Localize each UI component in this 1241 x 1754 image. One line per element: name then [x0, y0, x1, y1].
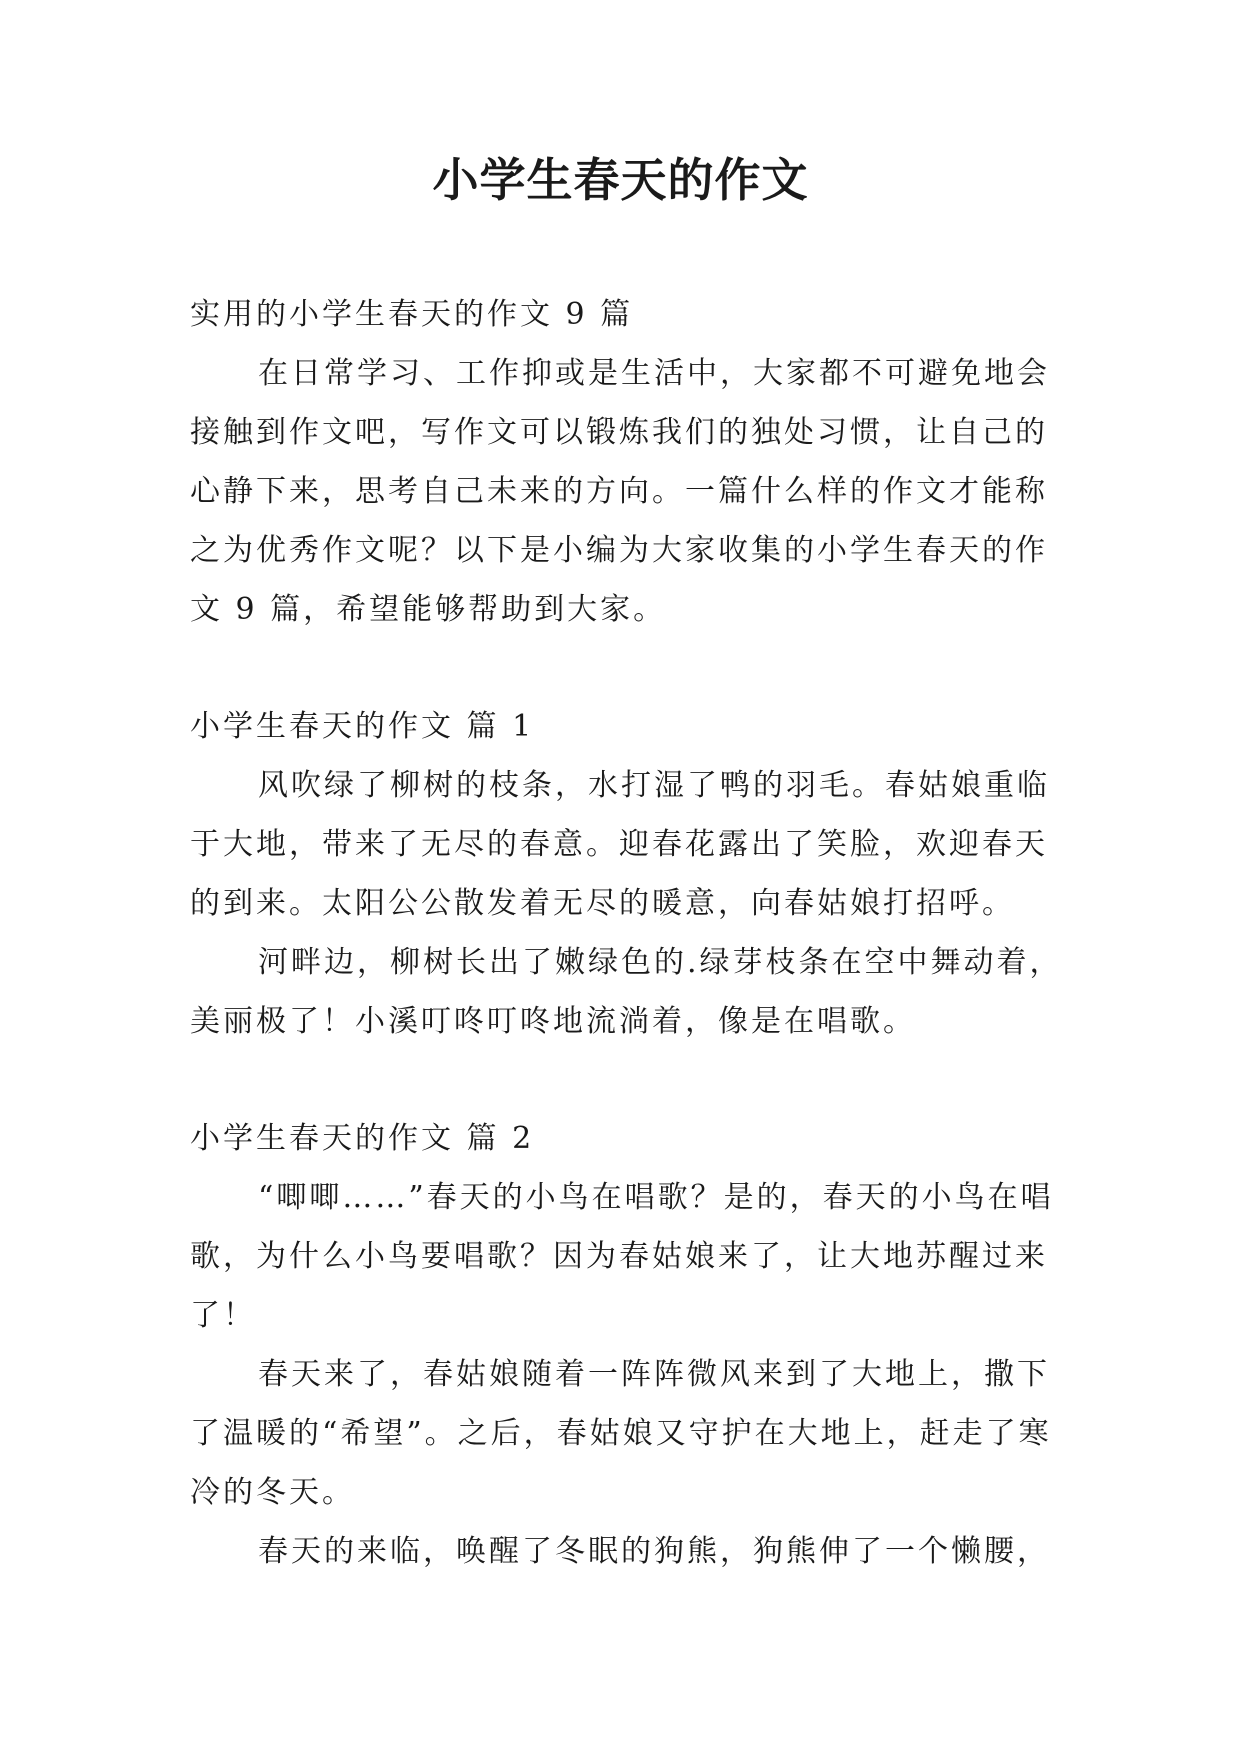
section-1-paragraph-1: 风吹绿了柳树的枝条，水打湿了鸭的羽毛。春姑娘重临于大地，带来了无尽的春意。迎春花露出了笑脸，欢迎春天的到来。太阳公公散发着无尽的暖意，向春姑娘打招呼。	[190, 768, 1050, 921]
intro-heading: 实用的小学生春天的作文 9 篇	[190, 297, 634, 332]
intro-paragraph: 在日常学习、工作抑或是生活中，大家都不可避免地会接触到作文吧，写作文可以锻炼我们的独处习惯，让自己的心静下来，思考自己未来的方向。一篇什么样的作文才能称之为优秀作文呢？以下是小编为大家收集的小学生春天的作文 9 篇，希望能够帮助到大家。	[190, 356, 1050, 627]
section-2-paragraph-3: 春天的来临，唤醒了冬眠的狗熊，狗熊伸了一个懒腰，	[258, 1534, 1050, 1569]
section-spacer	[190, 639, 1070, 697]
section-2-heading: 小学生春天的作文 篇 2	[190, 1121, 535, 1156]
section-spacer	[190, 1051, 1070, 1109]
section-1-heading: 小学生春天的作文 篇 1	[190, 709, 535, 744]
page-title: 小学生春天的作文	[432, 153, 809, 207]
section-2-paragraph-1: “唧唧……”春天的小鸟在唱歌？是的，春天的小鸟在唱歌，为什么小鸟要唱歌？因为春姑娘来了，让大地苏醒过来了！	[190, 1180, 1054, 1333]
document-body	[190, 285, 1070, 1581]
section-1-paragraph-2: 河畔边，柳树长出了嫩绿色的.绿芽枝条在空中舞动着，美丽极了！小溪叮咚叮咚地流淌着，像是在唱歌。	[190, 945, 1063, 1039]
section-2-paragraph-2: 春天来了，春姑娘随着一阵阵微风来到了大地上，撒下了温暖的“希望”。之后，春姑娘又守护在大地上，赶走了寒冷的冬天。	[190, 1357, 1052, 1510]
